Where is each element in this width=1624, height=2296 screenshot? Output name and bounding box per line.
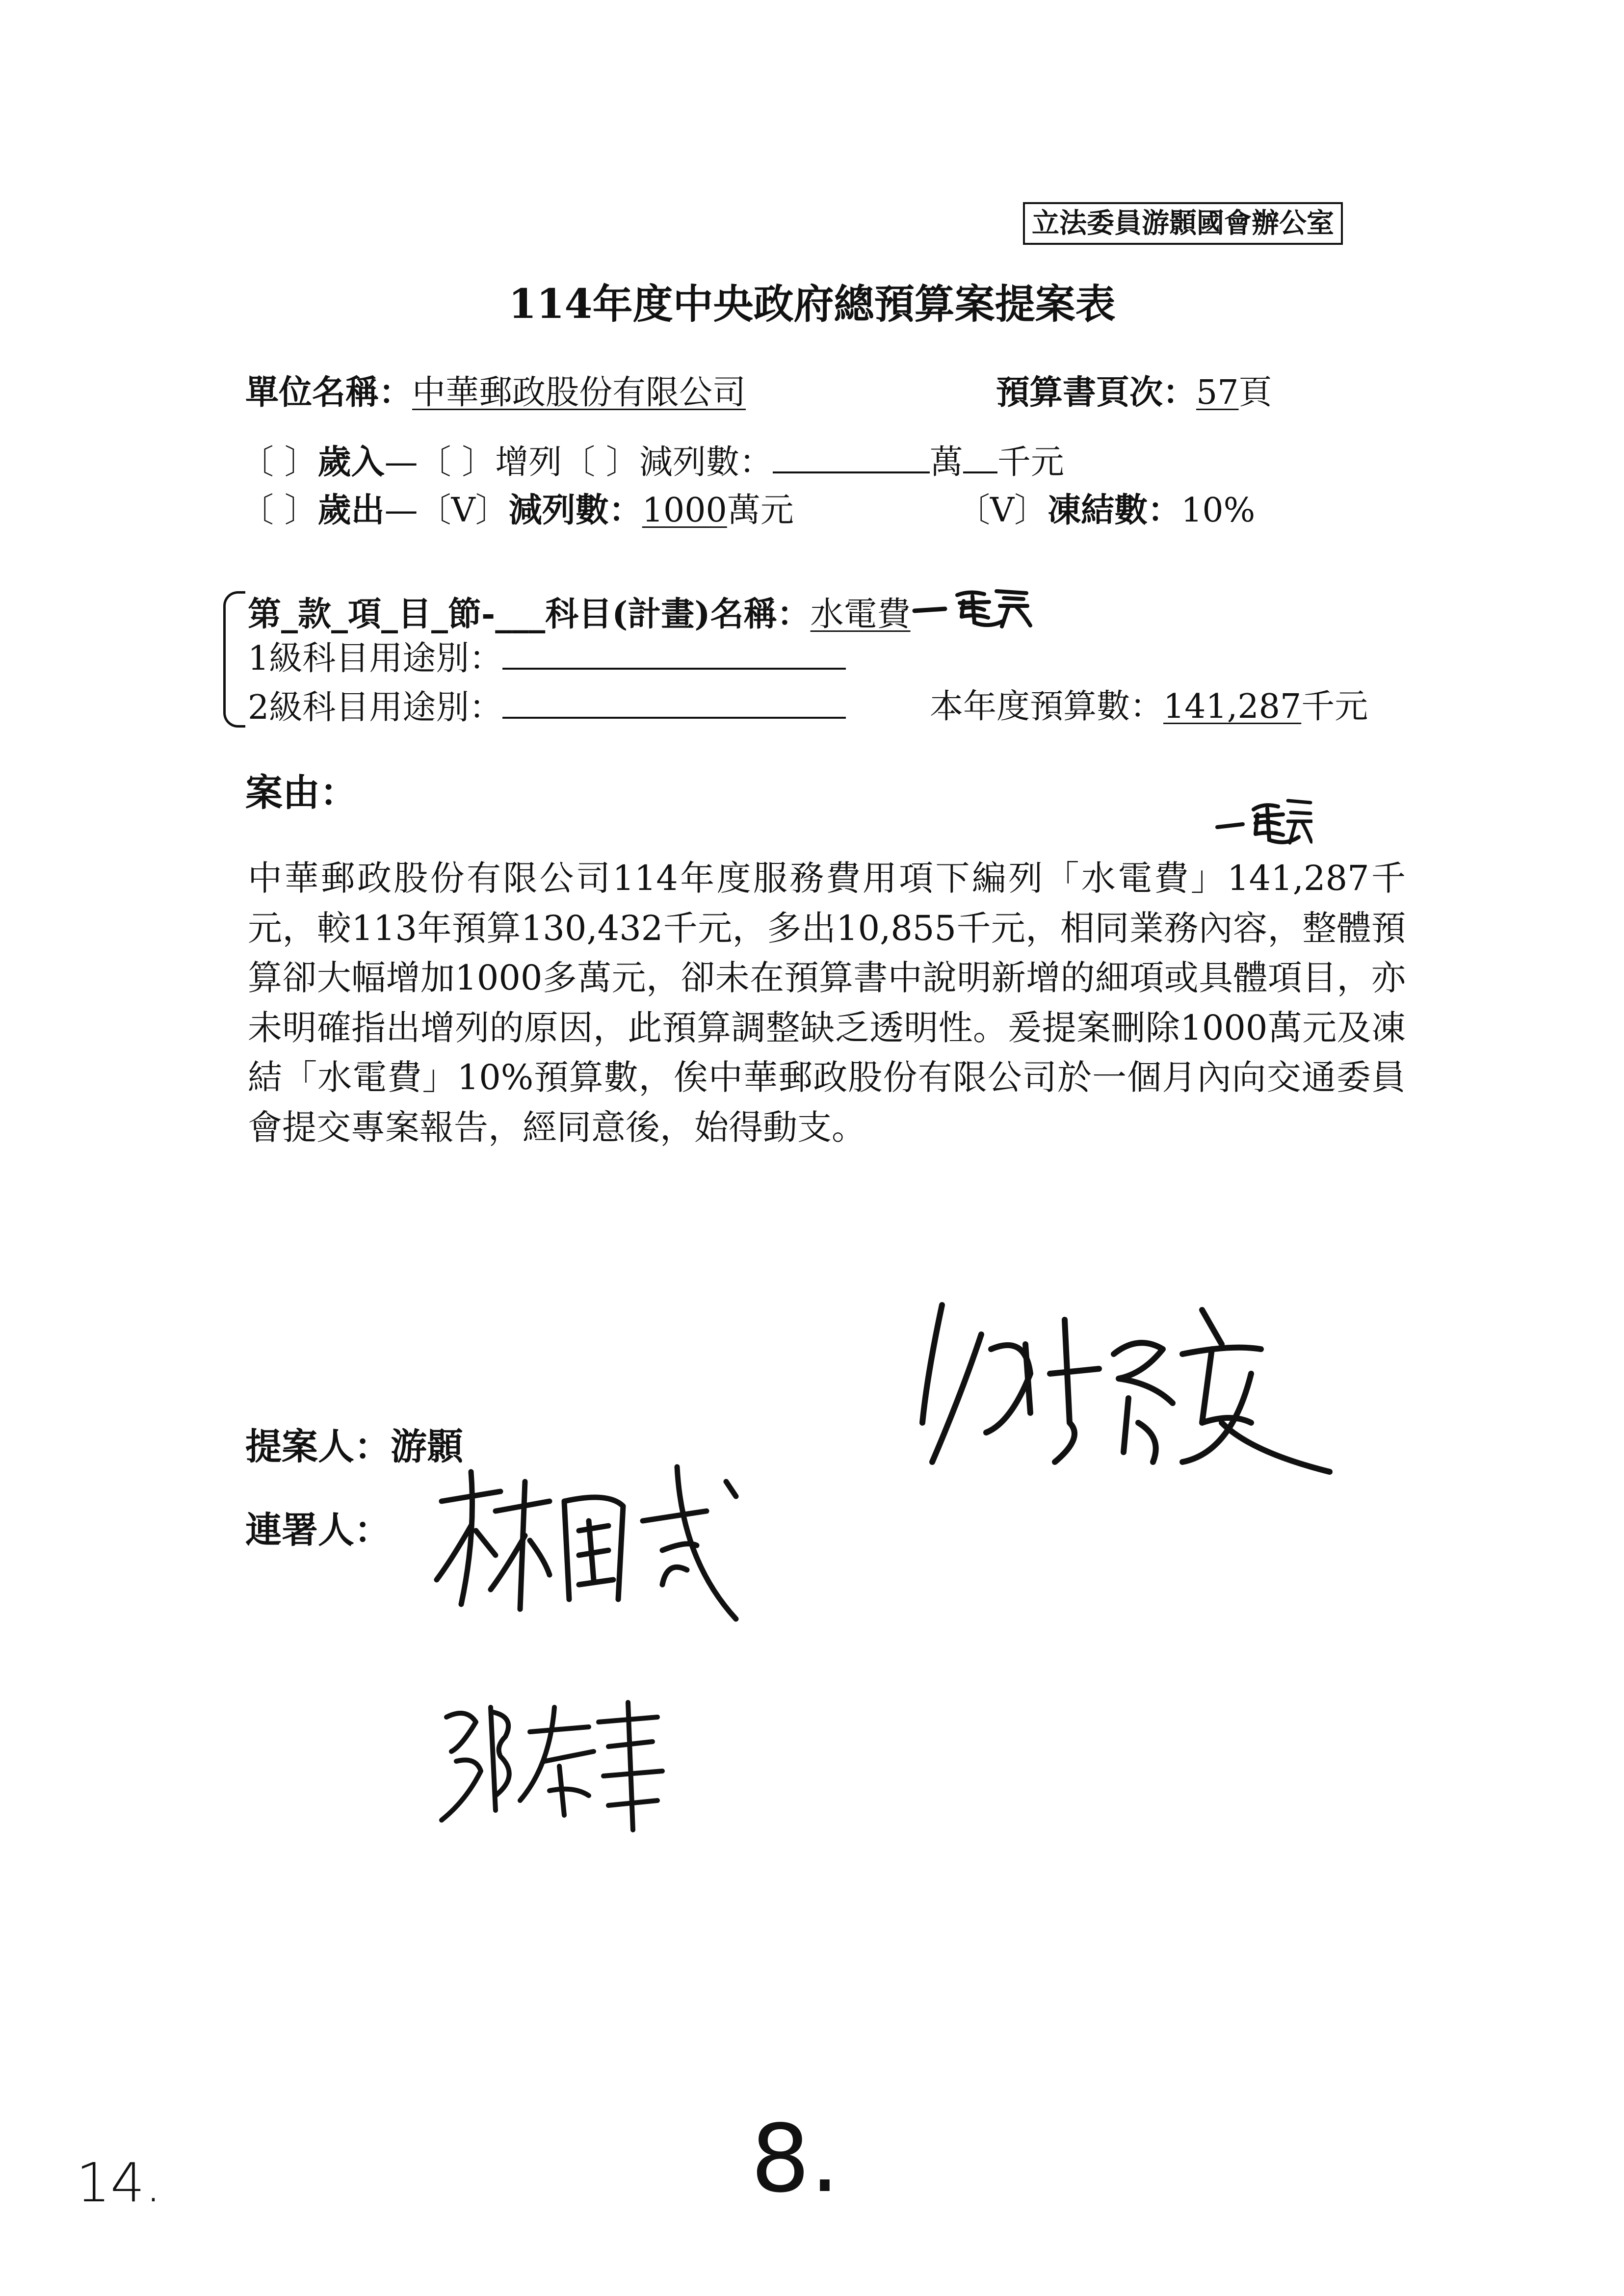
expenditure-cut-unit: 萬元	[727, 491, 794, 530]
revenue-dash: —	[384, 443, 418, 482]
expenditure-dash: —	[384, 491, 418, 530]
page-ref-row	[996, 373, 1272, 413]
level1-label: 1級科目用途別：	[248, 639, 503, 678]
level2-label: 2級科目用途別：	[248, 688, 503, 728]
expenditure-cut-check: 〔V〕	[418, 491, 509, 530]
freeze-row	[957, 491, 1255, 531]
expenditure-checkbox: 〔 〕	[240, 491, 318, 530]
page-number-mark: 8.	[751, 2105, 840, 2213]
level1-row	[248, 638, 846, 679]
signature-qiu-ruo-hua	[432, 1688, 667, 1835]
budget-unit: 千元	[1301, 687, 1368, 726]
level2-blank	[502, 687, 846, 719]
unit-label: 單位名稱：	[245, 373, 413, 412]
proposer-label: 提案人：	[245, 1426, 391, 1468]
level2-row	[248, 687, 846, 728]
budget-label: 本年度預算數：	[930, 687, 1164, 726]
signature-you-hao	[908, 1276, 1349, 1482]
subject-handwritten-note	[911, 586, 1033, 630]
revenue-label: 歲入	[317, 443, 385, 482]
expenditure-row	[240, 491, 794, 531]
revenue-unit-qian: 千元	[997, 443, 1064, 482]
revenue-decrease: 〔 〕減列數：	[562, 443, 773, 482]
level1-blank	[502, 638, 846, 670]
page-ref-label: 預算書頁次：	[996, 373, 1197, 412]
revenue-qian-blank	[963, 442, 997, 473]
page-ref-suffix: 頁	[1238, 373, 1272, 412]
page-title: 114年度中央政府總預算案提案表	[508, 281, 1116, 328]
proposer-name: 游顥	[391, 1426, 463, 1468]
office-stamp: 立法委員游顥國會辦公室	[1023, 202, 1343, 245]
subject-value: 水電費	[810, 595, 911, 634]
revenue-wan-blank	[773, 442, 930, 473]
proposer-row	[245, 1418, 463, 1470]
revenue-row	[240, 442, 1064, 483]
revenue-unit-wan: 萬	[929, 443, 963, 482]
freeze-label: 凍結數：	[1048, 491, 1181, 530]
reason-heading: 案由：	[245, 771, 357, 814]
reason-handwritten-insert	[1214, 795, 1312, 849]
freeze-check: 〔V〕	[957, 491, 1048, 530]
subject-prefix: 第_款_項_目_節-___科目(計畫)名稱：	[248, 595, 811, 634]
reason-body: 中華郵政股份有限公司114年度服務費用項下編列「水電費」141,287千元，較113年預算130,432千元，多出10,855千元，相同業務內容，整體預算卻大幅增加1000多萬元，卻未在預算書中說明新增的細項或具體項目，亦未明確指出增列的原因，此預算調整缺乏透明性。爰提案刪除1000萬元及凍結「水電費」10%預算數，俟中華郵政股份有限公司於一個月內向交通委員會提交專案報告，經同意後，始得動支。	[248, 858, 1406, 1148]
subject-brace	[223, 591, 245, 728]
expenditure-cut-value: 1000	[642, 491, 727, 530]
side-number-mark: 14.	[76, 2151, 162, 2214]
expenditure-label: 歲出	[317, 491, 385, 530]
subject-row	[248, 586, 1033, 635]
page-ref-value: 57	[1196, 373, 1239, 412]
expenditure-cut-label: 減列數：	[508, 491, 642, 530]
unit-value: 中華郵政股份有限公司	[412, 373, 746, 412]
unit-row	[245, 373, 746, 413]
freeze-value: 10%	[1181, 491, 1256, 530]
budget-value: 141,287	[1163, 687, 1302, 726]
budget-row	[930, 687, 1368, 727]
cosigner-label: 連署人：	[245, 1509, 391, 1551]
revenue-checkbox: 〔 〕	[240, 443, 318, 482]
signature-lin-guo-cheng	[432, 1462, 751, 1624]
revenue-increase: 〔 〕增列	[418, 443, 562, 482]
